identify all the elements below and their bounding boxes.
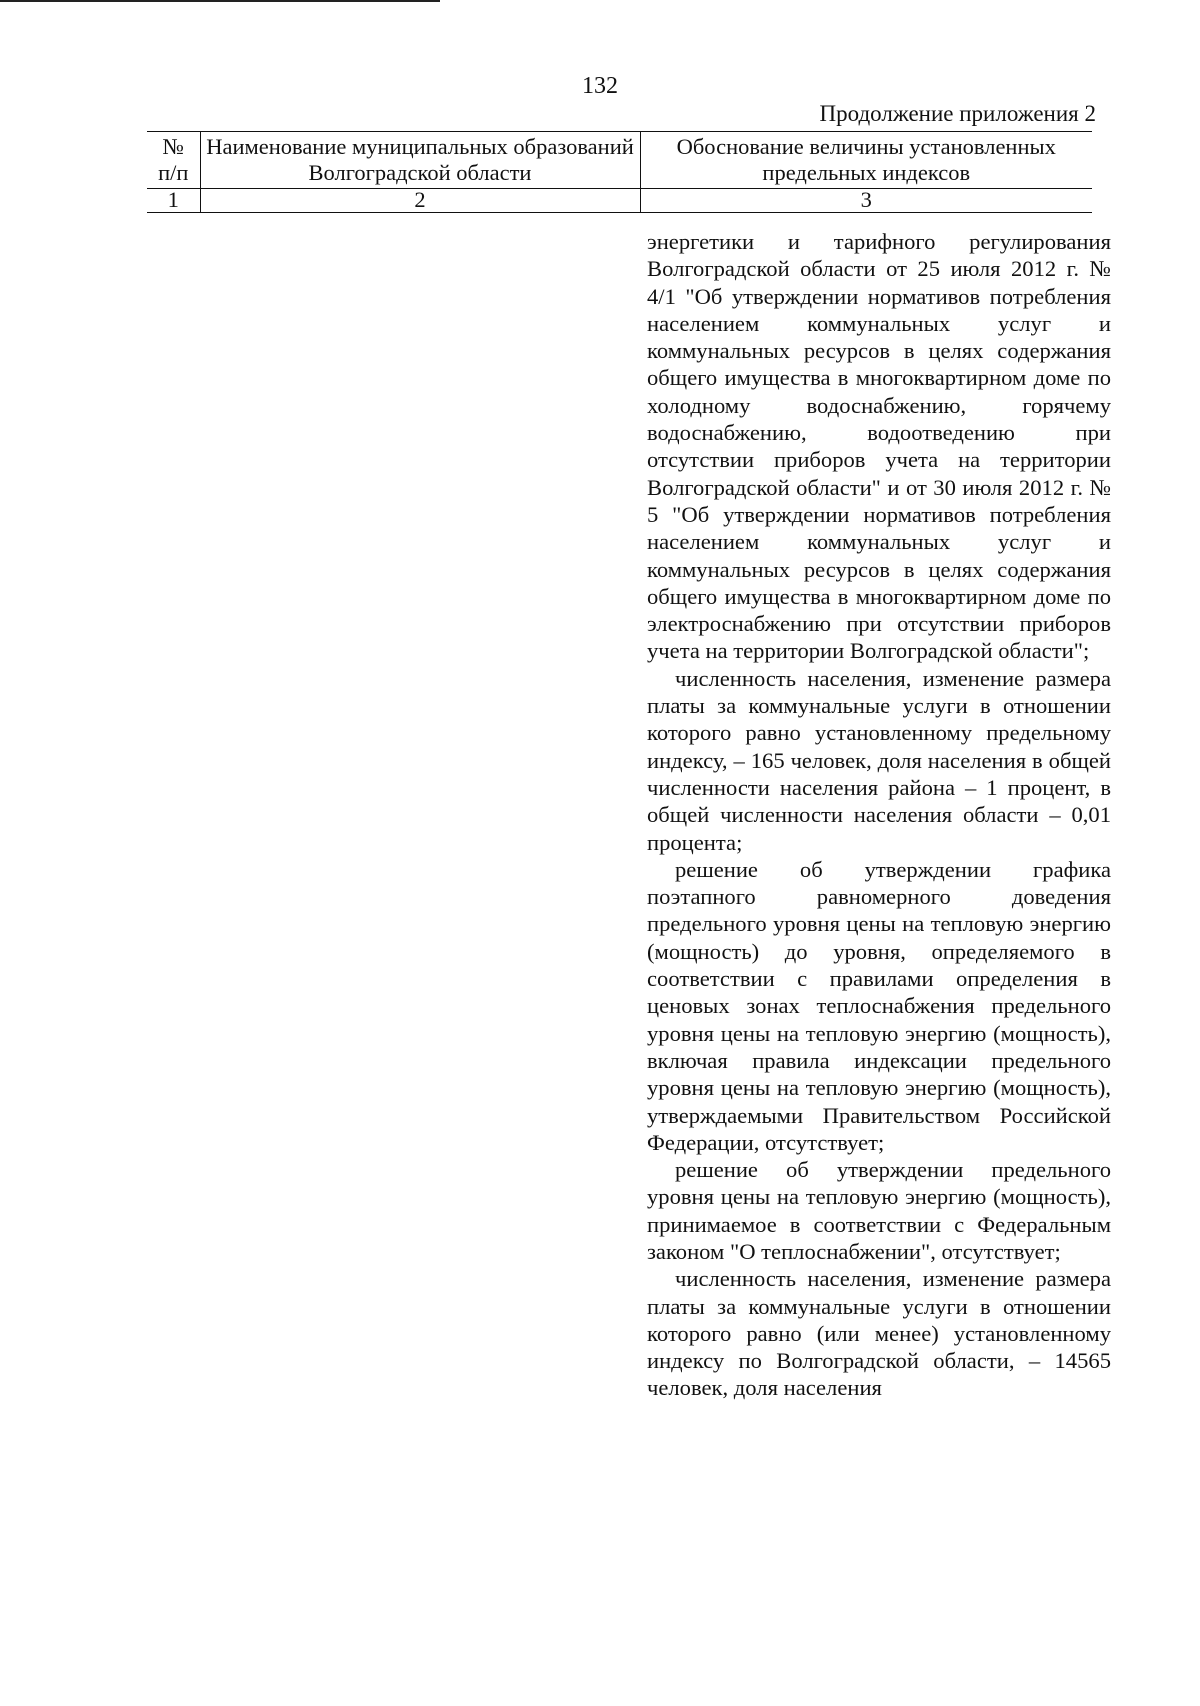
scan-edge-rule: [0, 0, 440, 2]
paragraph-continued: энергетики и тарифного регулирования Волгоградской области от 25 июля 2012 г. № 4/1 "Об утверждении нормативов потребления населением коммунальных услуг и коммунальных ресурсов в целях содержания общего имущества в многоквартирном доме по холодному водоснабжению, горячему водоснабжению, водоотведению при отсутствии приборов учета на территории Волгоградской области" и от 30 июля 2012 г. № 5 "Об утверждении нормативов потребления населением коммунальных услуг и коммунальных ресурсов в целях содержания общего имущества в многоквартирном доме по электроснабжению при отсутствии приборов учета на территории Волгоградской области";: [647, 229, 1111, 664]
continuation-label: Продолжение приложения 2: [819, 101, 1096, 126]
table-header-row: [147, 132, 1092, 189]
column-number-row: [147, 189, 1092, 213]
paragraph-population-1: численность населения, изменение размера платы за коммунальные услуги в отношении которого равно установленному предельному индексу, – 165 человек, доля населения в общей численности населения района – 1 процент, в общей численности населения области – 0,01 процента;: [647, 665, 1111, 855]
column-number-1: 1: [147, 189, 200, 213]
paragraph-heat-price: решение об утверждении предельного уровня цены на тепловую энергию (мощность), принимаемое в соответствии с Федеральным законом "О теплоснабжении", отсутствует;: [647, 1157, 1111, 1264]
justification-text: [647, 228, 1111, 1402]
paragraph-heat-schedule: решение об утверждении графика поэтапного равномерного доведения предельного уровня цены на тепловую энергию (мощность) до уровня, определяемого в соответствии с правилами определения в ценовых зонах теплоснабжения предельного уровня цены на тепловую энергию (мощность), включая правила индексации предельного уровня цены на тепловую энергию (мощность), утверждаемыми Правительством Российской Федерации, отсутствует;: [647, 856, 1111, 1155]
page-number: 132: [582, 73, 618, 99]
header-number-column: № п/п: [147, 132, 200, 189]
column-number-2: 2: [200, 189, 640, 213]
appendix-table-header: [147, 131, 1092, 213]
header-justification-column: Обоснование величины установленных предельных индексов: [640, 132, 1092, 189]
header-municipality-column: Наименование муниципальных образований Волгоградской области: [200, 132, 640, 189]
column-number-3: 3: [640, 189, 1092, 213]
paragraph-population-2: численность населения, изменение размера платы за коммунальные услуги в отношении которого равно (или менее) установленному индексу по Волгоградской области, – 14565 человек, доля населения: [647, 1266, 1111, 1401]
